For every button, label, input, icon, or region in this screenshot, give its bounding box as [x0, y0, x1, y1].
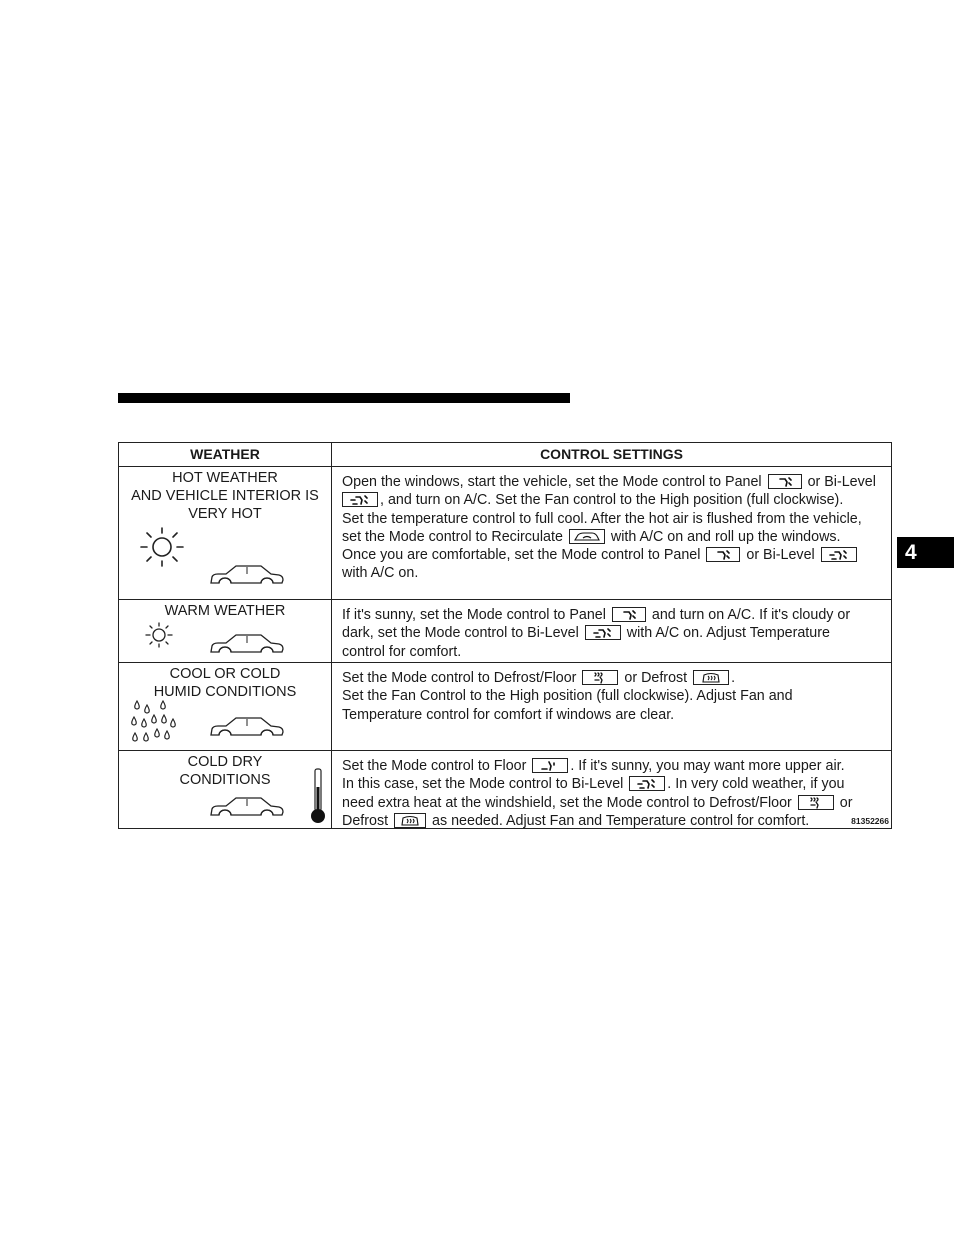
figure-reference-number: 81352266 — [851, 816, 889, 826]
weather-cell — [119, 751, 332, 828]
sun-icon — [143, 620, 175, 650]
climate-settings-table — [118, 442, 892, 829]
weather-label: WARM WEATHER — [164, 603, 286, 619]
defrost-icon — [693, 670, 729, 685]
car-icon — [209, 632, 285, 658]
defrost-icon — [394, 813, 426, 828]
panel-mode-icon — [612, 607, 646, 622]
bi-level-mode-icon — [629, 776, 665, 791]
table-row-warm-weather — [119, 600, 891, 663]
car-icon — [209, 795, 285, 821]
control-settings-cell: If it's sunny, set the Mode control to Panel and turn on A/C. If it's cloudy or dark, set the Mode control to Bi-Level with A/C on. Adjust Temperature control for comfort. — [342, 607, 851, 660]
control-settings-cell: Open the windows, start the vehicle, set the Mode control to Panel or Bi-Level , and turn on A/C. Set the Fan control to the High position (full clockwise). Set the temperature control to full cool. After the hot air is flushed from the vehicle, set the Mode control to Recirculate with A/C on and roll up the windows. Once you are comfortable, set the Mode control to Panel or Bi-Level with A/C on. — [342, 474, 876, 582]
rain-drops-icon — [129, 699, 177, 749]
defrost-floor-icon — [798, 795, 834, 810]
sun-icon — [137, 525, 187, 571]
car-icon — [209, 715, 285, 741]
chapter-tab: 4 — [897, 537, 954, 568]
weather-label: COLD DRY CONDITIONS — [179, 754, 271, 788]
header-control-settings: CONTROL SETTINGS — [332, 443, 891, 467]
weather-cell — [119, 663, 332, 750]
table-row-hot-weather — [119, 467, 891, 600]
weather-label: COOL OR COLD HUMID CONDITIONS — [153, 666, 297, 700]
defrost-floor-icon — [582, 670, 618, 685]
weather-cell — [119, 600, 332, 662]
table-row-cool-humid — [119, 663, 891, 751]
recirculate-icon — [569, 529, 605, 544]
weather-cell — [119, 467, 332, 599]
control-settings-cell: Set the Mode control to Defrost/Floor or Defrost . Set the Fan Control to the High position (full clockwise). Adjust Fan and Temperature control for comfort if windows are clear. — [342, 670, 793, 723]
bi-level-mode-icon — [585, 625, 621, 640]
panel-mode-icon — [768, 474, 802, 489]
bi-level-mode-icon — [342, 492, 378, 507]
panel-mode-icon — [706, 547, 740, 562]
bi-level-mode-icon — [821, 547, 857, 562]
floor-mode-icon — [532, 758, 568, 773]
weather-label: HOT WEATHER AND VEHICLE INTERIOR IS VERY HOT — [131, 470, 319, 522]
header-weather: WEATHER — [119, 443, 332, 467]
car-icon — [209, 563, 285, 589]
table-row-cold-dry — [119, 751, 891, 828]
control-settings-cell: Set the Mode control to Floor . If it's sunny, you may want more upper air. In this case, set the Mode control to Bi-Level . In very cold weather, if you need extra heat at the windshield, set the Mode control to Defrost/Floor or Defrost as needed. Adjust Fan and Temperature control for comfort. — [342, 758, 853, 829]
section-rule — [118, 393, 570, 403]
thermometer-icon — [309, 767, 327, 825]
